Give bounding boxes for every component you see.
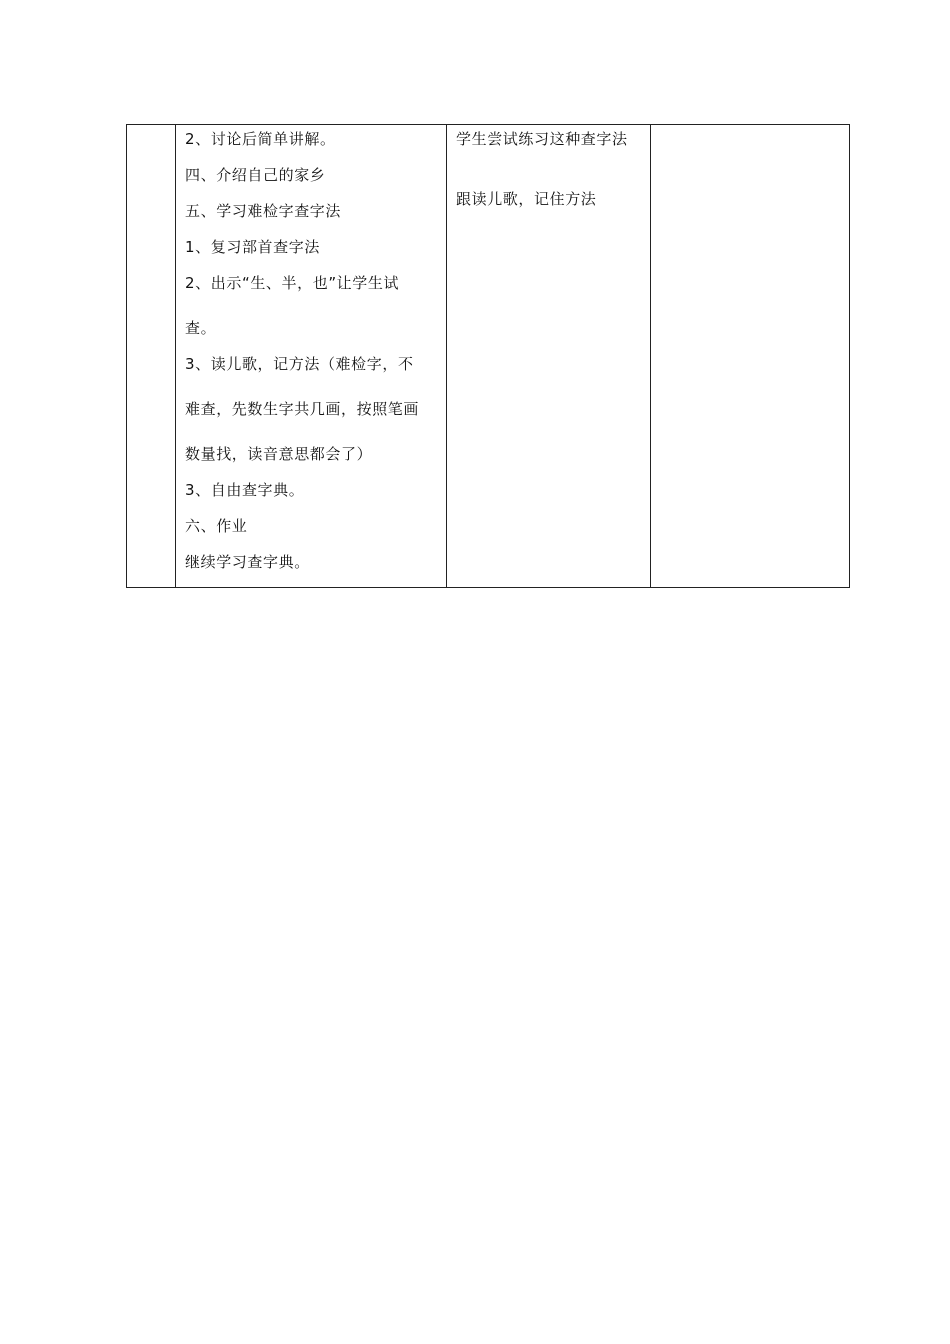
lesson-plan-table — [126, 124, 850, 588]
step-line: 3、自由查字典。 — [185, 481, 305, 499]
step-line: 五、学习难检字查字法 — [185, 202, 342, 220]
step-line: 1、复习部首查字法 — [185, 238, 320, 256]
teaching-steps-list — [176, 125, 446, 587]
student-activity-list — [447, 125, 650, 248]
student-activity-cell — [447, 125, 651, 588]
step-line: 四、介绍自己的家乡 — [185, 166, 326, 184]
empty-cell-right — [651, 125, 850, 588]
step-line: 2、讨论后简单讲解。 — [185, 130, 336, 148]
table-row — [127, 125, 850, 588]
step-line: 难查，先数生字共几画，按照笔画 — [185, 400, 420, 418]
step-line: 3、读儿歌，记方法（难检字，不 — [185, 355, 414, 373]
student-activity-line: 学生尝试练习这种查字法 — [456, 130, 628, 148]
step-line: 查。 — [185, 319, 217, 337]
step-line: 继续学习查字典。 — [185, 553, 310, 571]
step-line: 六、作业 — [185, 517, 248, 535]
empty-cell-left — [127, 125, 176, 588]
step-line: 数量找，读音意思都会了） — [185, 445, 373, 463]
teaching-steps-cell — [176, 125, 447, 588]
student-activity-line: 跟读儿歌，记住方法 — [456, 190, 597, 208]
step-line: 2、出示“生、半，也”让学生试 — [185, 274, 400, 292]
